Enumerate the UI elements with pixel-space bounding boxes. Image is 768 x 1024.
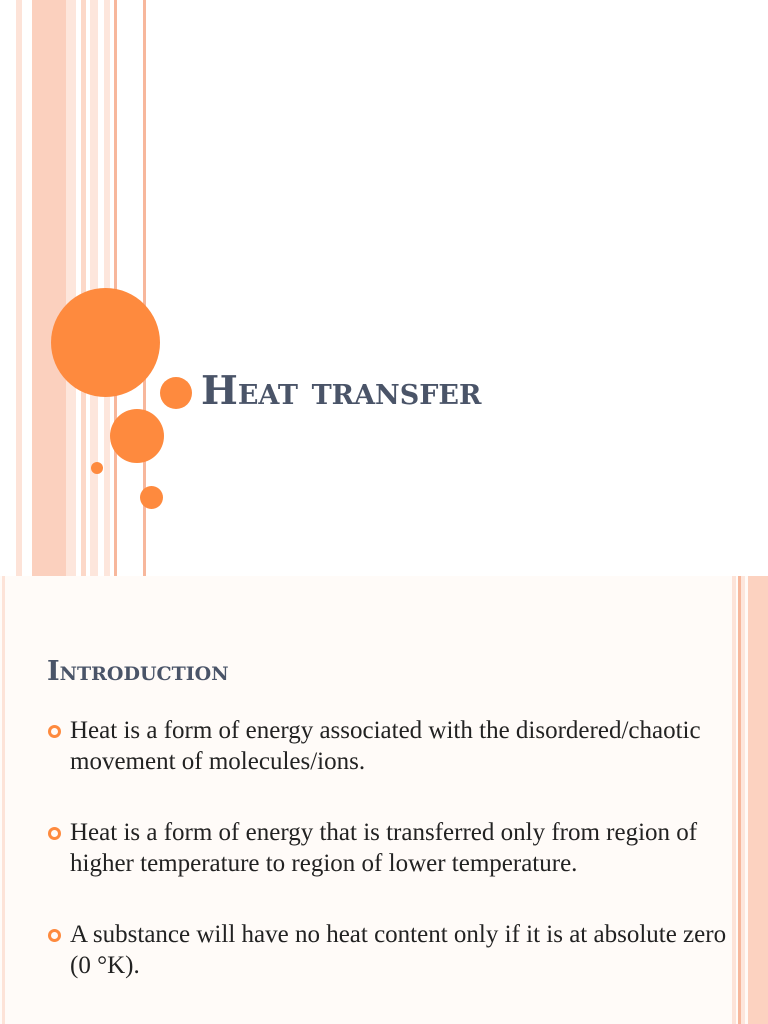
decorative-stripe: [22, 0, 32, 576]
hollow-circle-bullet-icon: [48, 725, 61, 738]
hollow-circle-bullet-icon: [48, 929, 61, 942]
decorative-stripe: [741, 576, 745, 1024]
introduction-slide: [0, 576, 768, 1024]
slide-title: Heat transfer: [201, 368, 482, 414]
decorative-stripe: [748, 576, 768, 1024]
decorative-stripe: [66, 0, 76, 576]
list-item: [48, 919, 738, 981]
hollow-circle-bullet-icon: [48, 827, 61, 840]
bullet-list: [48, 715, 738, 1021]
list-item: [48, 817, 738, 879]
small-orange-circle-icon: [140, 486, 163, 509]
bullet-text: A substance will have no heat content only if it is at absolute zero (0 °K).: [70, 921, 727, 979]
tiny-orange-circle-icon: [91, 462, 103, 474]
bullet-text: Heat is a form of energy that is transferred only from region of higher temperature to region of lower temperature.: [70, 819, 698, 877]
decorative-stripe: [32, 0, 66, 576]
medium-orange-circle-icon: [110, 409, 164, 463]
large-orange-circle-icon: [51, 288, 160, 397]
bullet-text: Heat is a form of energy associated with the disordered/chaotic movement of molecules/ions.: [70, 717, 701, 775]
decorative-stripe: [81, 0, 86, 576]
decorative-stripe: [2, 576, 5, 1024]
slide-heading: Introduction: [47, 656, 229, 687]
list-item: [48, 715, 738, 777]
title-orange-circle-icon: [160, 377, 192, 409]
